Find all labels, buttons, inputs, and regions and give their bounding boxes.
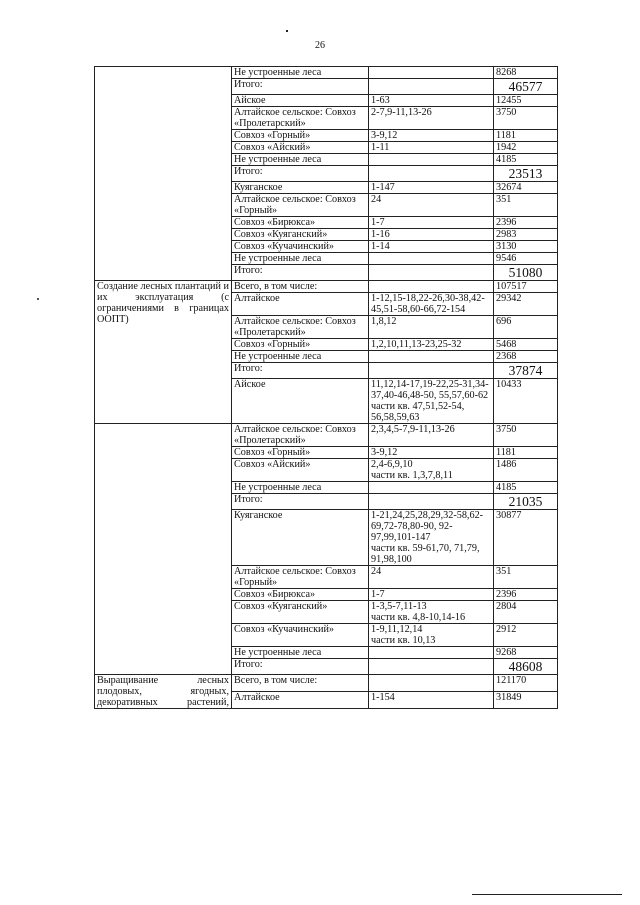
area-value: 48608 [508,659,543,674]
forestry-cell: Совхоз «Бирюкса» [232,589,369,601]
quarter-numbers-cell [369,424,494,447]
forestry-cell: Алтайское сельское: Совхоз «Горный» [232,194,369,217]
area-cell [494,566,558,589]
area-value: 696 [496,316,512,327]
quarter-numbers-cell [369,589,494,601]
quarter-list: 24 [371,566,382,577]
area-value: 30877 [496,510,522,521]
table-row [95,675,558,692]
forestry-cell: Совхоз «Горный» [232,447,369,459]
quarter-numbers-cell [369,166,494,182]
area-cell [494,447,558,459]
quarter-numbers-cell [369,339,494,351]
area-value: 3130 [496,241,517,252]
area-cell [494,130,558,142]
area-value: 3750 [496,424,517,435]
area-cell [494,293,558,316]
area-cell [494,182,558,194]
activity-type-cell: Создание лесных плантаций и их эксплуатация (с ограничениями в границах ООПТ) [95,281,232,424]
total-area-cell [494,494,558,510]
quarter-list: 1-7 [371,217,385,228]
area-value: 1181 [496,130,516,141]
area-cell [494,194,558,217]
area-value: 121170 [496,675,527,686]
area-value: 31849 [496,692,522,703]
area-value: 12455 [496,95,522,106]
area-value: 9546 [496,253,517,264]
forestry-cell: Итого: [232,363,369,379]
area-cell [494,241,558,253]
quarter-numbers-cell [369,194,494,217]
forestry-cell: Айское [232,95,369,107]
total-area-cell [494,166,558,182]
forest-use-table [94,66,558,709]
area-cell [494,459,558,482]
area-cell [494,482,558,494]
area-cell [494,95,558,107]
forestry-cell: Алтайское сельское: Совхоз «Пролетарский» [232,316,369,339]
total-area-cell [494,363,558,379]
forestry-cell: Совхоз «Кучачинский» [232,241,369,253]
quarter-numbers-cell [369,316,494,339]
quarter-numbers-cell [369,182,494,194]
forestry-cell: Всего, в том числе: [232,281,369,293]
forestry-cell: Не устроенные леса [232,67,369,79]
quarter-list: 2-7,9-11,13-26 [371,107,432,118]
quarter-list: 1-147 [371,182,395,193]
area-value: 29342 [496,293,522,304]
area-value: 2983 [496,229,517,240]
quarter-list: 1-7 [371,589,385,600]
forestry-cell: Совхоз «Куяганский» [232,601,369,624]
forestry-cell: Совхоз «Айский» [232,459,369,482]
quarter-numbers-cell [369,647,494,659]
area-cell [494,154,558,166]
quarter-list: 1,8,12 [371,316,397,327]
area-cell [494,601,558,624]
quarter-numbers-cell [369,142,494,154]
area-cell [494,253,558,265]
quarter-list: 24 [371,194,382,205]
area-value: 5468 [496,339,517,350]
area-value: 3750 [496,107,517,118]
area-cell [494,142,558,154]
quarter-numbers-cell [369,293,494,316]
forestry-cell: Совхоз «Кучачинский» [232,624,369,647]
forestry-cell: Итого: [232,659,369,675]
quarter-list: 2,3,4,5-7,9-11,13-26 [371,424,455,435]
quarter-list: 1-154 [371,692,395,703]
forestry-cell: Куяганское [232,510,369,566]
forestry-cell: Совхоз «Айский» [232,142,369,154]
area-value: 8268 [496,67,517,78]
quarter-numbers-cell [369,482,494,494]
area-cell [494,379,558,424]
area-value: 21035 [508,494,543,509]
area-value: 2396 [496,589,517,600]
area-value: 2912 [496,624,517,635]
forestry-cell: Не устроенные леса [232,647,369,659]
area-cell [494,107,558,130]
quarter-numbers-cell [369,624,494,647]
area-cell [494,647,558,659]
area-cell [494,424,558,447]
quarter-list: 1-14 [371,241,390,252]
area-value: 10433 [496,379,522,390]
partial-quarter-list: части кв. 4,8-10,14-16 [371,612,466,623]
quarter-list: 1-21,24,25,28,29,32-58,62-69,72-78,80-90, 92-97,99,101-147 [371,510,484,543]
partial-quarter-list: части кв. 47,51,52-54, 56,58,59,63 [371,401,465,423]
area-cell [494,316,558,339]
quarter-numbers-cell [369,692,494,709]
area-cell [494,624,558,647]
area-value: 1486 [496,459,517,470]
scan-side-mark [37,298,39,300]
quarter-list: 1-9,11,12,14 [371,624,423,635]
quarter-list: 2,4-6,9,10 [371,459,413,470]
quarter-numbers-cell [369,241,494,253]
area-cell [494,217,558,229]
area-cell [494,675,558,692]
quarter-list: 1-3,5-7,11-13 [371,601,427,612]
forestry-cell: Не устроенные леса [232,482,369,494]
area-value: 46577 [508,79,543,94]
quarter-numbers-cell [369,363,494,379]
activity-type-cell [95,67,232,281]
quarter-numbers-cell [369,351,494,363]
area-value: 2368 [496,351,517,362]
area-value: 2396 [496,217,517,228]
area-value: 351 [496,566,512,577]
area-value: 351 [496,194,512,205]
activity-type-cell [95,424,232,675]
quarter-numbers-cell [369,510,494,566]
quarter-list: 1-16 [371,229,390,240]
quarter-numbers-cell [369,67,494,79]
quarter-numbers-cell [369,79,494,95]
quarter-numbers-cell [369,130,494,142]
table-row [95,424,558,447]
area-cell [494,67,558,79]
forestry-cell: Совхоз «Бирюкса» [232,217,369,229]
area-value: 23513 [508,166,543,181]
forestry-cell: Итого: [232,79,369,95]
area-value: 107517 [496,281,527,292]
partial-quarter-list: части кв. 10,13 [371,635,436,646]
quarter-list: 3-9,12 [371,447,398,458]
forestry-cell: Совхоз «Горный» [232,339,369,351]
table-row [95,67,558,79]
area-cell [494,281,558,293]
partial-quarter-list: части кв. 59-61,70, 71,79, 91,98,100 [371,543,480,565]
quarter-list: 1-63 [371,95,390,106]
quarter-list: 1-12,15-18,22-26,30-38,42-45,51-58,60-66,72-154 [371,293,485,315]
quarter-list: 1-11 [371,142,390,153]
forestry-cell: Не устроенные леса [232,154,369,166]
area-value: 1181 [496,447,516,458]
quarter-numbers-cell [369,601,494,624]
area-cell [494,589,558,601]
area-value: 4185 [496,154,517,165]
page-number: 26 [315,40,325,51]
forestry-cell: Айское [232,379,369,424]
quarter-numbers-cell [369,675,494,692]
forestry-cell: Всего, в том числе: [232,675,369,692]
area-cell [494,351,558,363]
quarter-numbers-cell [369,281,494,293]
area-value: 37874 [508,363,543,378]
forestry-cell: Алтайское сельское: Совхоз «Горный» [232,566,369,589]
quarter-numbers-cell [369,659,494,675]
table-row [95,281,558,293]
partial-quarter-list: части кв. 1,3,7,8,11 [371,470,453,481]
quarter-numbers-cell [369,154,494,166]
total-area-cell [494,659,558,675]
forestry-cell: Итого: [232,494,369,510]
activity-type-cell: Выращивание лесных плодовых, ягодных, декоративных растений, [95,675,232,709]
forestry-cell: Не устроенные леса [232,253,369,265]
forestry-cell: Алтайское [232,692,369,709]
area-cell [494,229,558,241]
quarter-numbers-cell [369,253,494,265]
quarter-numbers-cell [369,229,494,241]
area-value: 1942 [496,142,517,153]
quarter-list: 3-9,12 [371,130,398,141]
forestry-cell: Итого: [232,166,369,182]
forestry-cell: Итого: [232,265,369,281]
quarter-numbers-cell [369,447,494,459]
forestry-cell: Совхоз «Куяганский» [232,229,369,241]
footer-rule [472,894,622,895]
area-cell [494,510,558,566]
quarter-numbers-cell [369,95,494,107]
area-cell [494,339,558,351]
quarter-numbers-cell [369,379,494,424]
quarter-list: 1,2,10,11,13-23,25-32 [371,339,462,350]
forestry-cell: Алтайское [232,293,369,316]
forestry-cell: Совхоз «Горный» [232,130,369,142]
total-area-cell [494,79,558,95]
quarter-numbers-cell [369,566,494,589]
quarter-numbers-cell [369,494,494,510]
quarter-numbers-cell [369,217,494,229]
forestry-cell: Алтайское сельское: Совхоз «Пролетарский» [232,107,369,130]
area-value: 2804 [496,601,517,612]
forestry-cell: Алтайское сельское: Совхоз «Пролетарский» [232,424,369,447]
area-cell [494,692,558,709]
scan-dot-mark [286,30,288,32]
quarter-numbers-cell [369,107,494,130]
area-value: 51080 [508,265,543,280]
area-value: 4185 [496,482,517,493]
quarter-numbers-cell [369,459,494,482]
quarter-list: 11,12,14-17,19-22,25-31,34-37,40-46,48-50, 55,57,60-62 [371,379,489,401]
forestry-cell: Куяганское [232,182,369,194]
forestry-cell: Не устроенные леса [232,351,369,363]
area-value: 9268 [496,647,517,658]
area-value: 32674 [496,182,522,193]
quarter-numbers-cell [369,265,494,281]
total-area-cell [494,265,558,281]
